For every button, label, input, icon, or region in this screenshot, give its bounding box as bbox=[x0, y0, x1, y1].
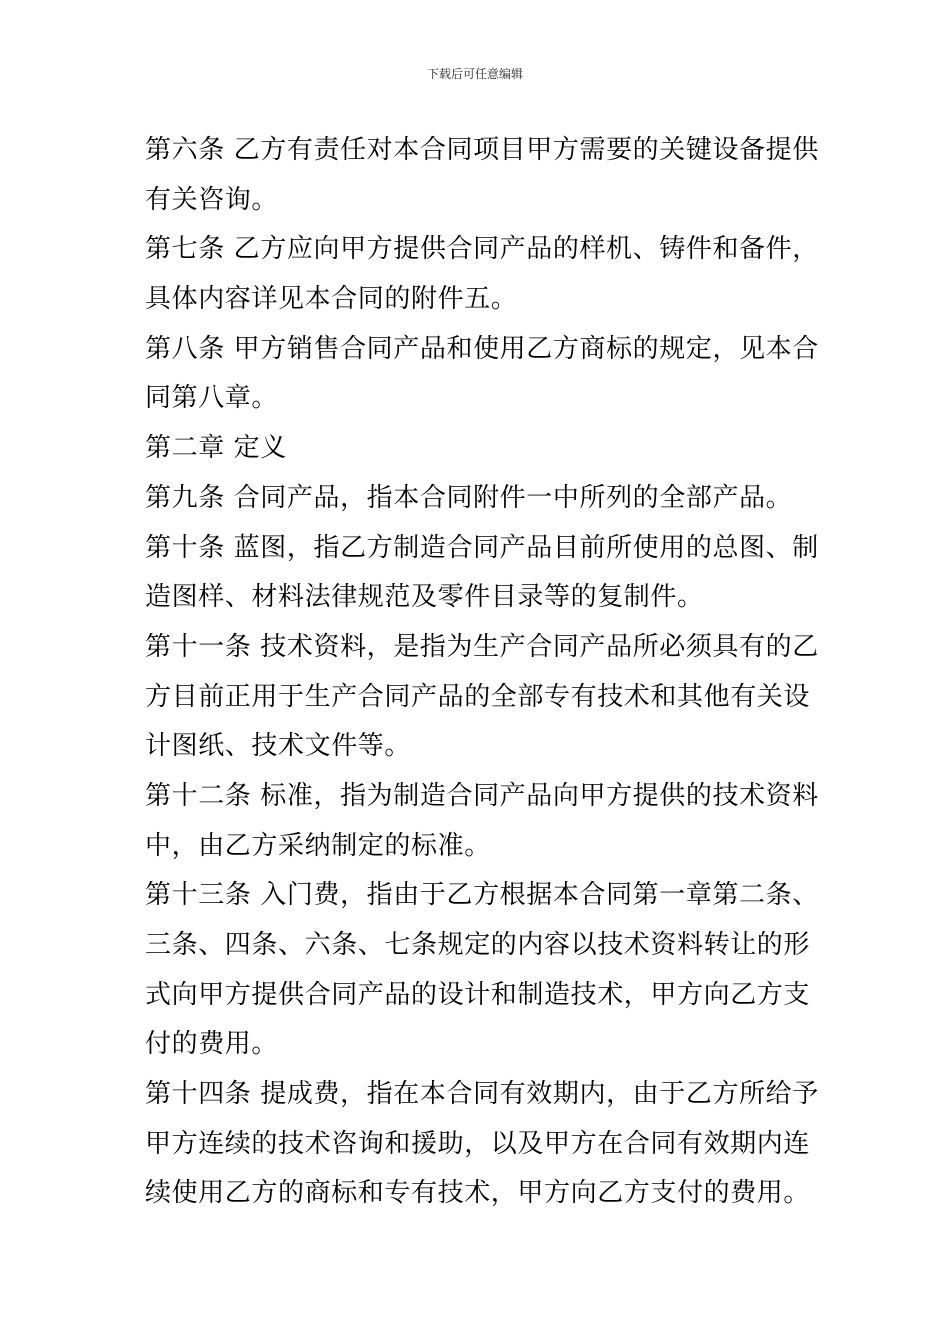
text-line: 中，由乙方采纳制定的标准。 bbox=[145, 830, 491, 861]
text-line: 第九条 合同产品，指本合同附件一中所列的全部产品。 bbox=[145, 482, 793, 513]
text-line: 有关咨询。 bbox=[145, 184, 279, 215]
text-line: 三条、四条、六条、七条规定的内容以技术资料转让的形 bbox=[145, 930, 811, 960]
text-line: 第七条 乙方应向甲方提供合同产品的样机、铸件和备件， bbox=[145, 234, 819, 265]
text-line: 第十三条 入门费，指由于乙方根据本合同第一章第二条、 bbox=[145, 880, 819, 911]
chapter-heading: 第二章 定义 bbox=[145, 433, 287, 464]
text-line: 续使用乙方的商标和专有技术，甲方向乙方支付的费用。 bbox=[145, 1178, 811, 1209]
page-header: 下载后可任意编辑 bbox=[426, 67, 523, 81]
text-line: 第十条 蓝图，指乙方制造合同产品目前所使用的总图、制 bbox=[145, 532, 819, 563]
text-line: 第十一条 技术资料，是指为生产合同产品所必须具有的乙 bbox=[145, 631, 819, 662]
text-line: 第十二条 标准，指为制造合同产品向甲方提供的技术资料 bbox=[145, 780, 819, 811]
text-line: 具体内容详见本合同的附件五。 bbox=[145, 284, 518, 315]
text-line: 第十四条 提成费，指在本合同有效期内，由于乙方所给予 bbox=[145, 1079, 819, 1110]
text-line: 同第八章。 bbox=[145, 383, 279, 414]
text-line: 第八条 甲方销售合同产品和使用乙方商标的规定，见本合 bbox=[145, 333, 819, 364]
text-line: 造图样、材料法律规范及零件目录等的复制件。 bbox=[145, 582, 704, 613]
document-body bbox=[145, 126, 819, 1219]
text-line: 式向甲方提供合同产品的设计和制造技术，甲方向乙方支 bbox=[145, 979, 811, 1010]
text-line: 第六条 乙方有责任对本合同项目甲方需要的关键设备提供 bbox=[145, 135, 819, 165]
text-line: 方目前正用于生产合同产品的全部专有技术和其他有关设 bbox=[145, 681, 811, 712]
text-line: 计图纸、技术文件等。 bbox=[145, 731, 412, 762]
text-line: 付的费用。 bbox=[145, 1029, 279, 1060]
text-line: 甲方连续的技术咨询和援助，以及甲方在合同有效期内连 bbox=[145, 1128, 811, 1159]
